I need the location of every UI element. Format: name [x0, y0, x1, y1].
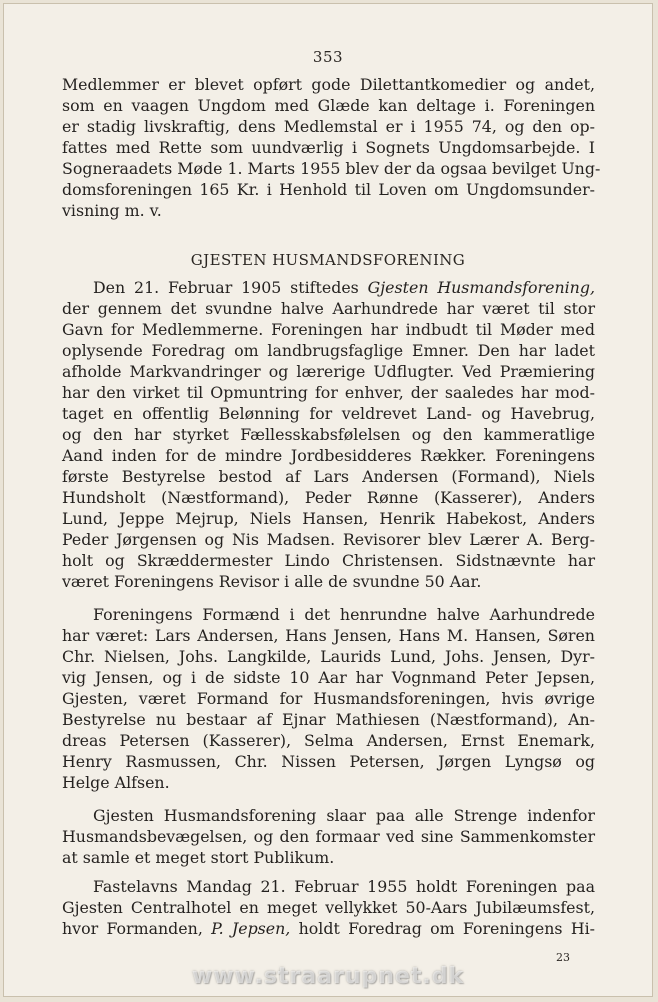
text-line: Gavn for Medlemmerne. Foreningen har indbudt til Møder med: [62, 320, 595, 339]
paragraph-first-line: [93, 277, 595, 298]
text-line: er stadig livskraftig, dens Medlemstal er i 1955 74, og den op-: [62, 117, 595, 136]
text-line: Henry Rasmussen, Chr. Nissen Petersen, Jørgen Lyngsø og: [62, 752, 595, 771]
paragraph-first-line: Gjesten Husmandsforening slaar paa alle Strenge indenfor: [93, 806, 595, 825]
book-page: [3, 3, 653, 997]
text-line: taget en offentlig Belønning for veldrevet Land- og Havebrug,: [62, 404, 595, 423]
page-number: 353: [312, 48, 344, 66]
text-line: Husmandsbevægelsen, og den formaar ved sine Sammenkomster: [62, 827, 595, 846]
text-line: har været: Lars Andersen, Hans Jensen, Hans M. Hansen, Søren: [62, 626, 595, 645]
text-line: Gjesten Centralhotel en meget vellykket 50-Aars Jubilæumsfest,: [62, 898, 595, 917]
text-run: holdt Foredrag om Foreningens Hi-: [290, 919, 595, 938]
text-line: Peder Jørgensen og Nis Madsen. Revisorer blev Lærer A. Berg-: [62, 530, 595, 549]
text-line: Lund, Jeppe Mejrup, Niels Hansen, Henrik Habekost, Anders: [62, 509, 595, 528]
text-line: vig Jensen, og i de sidste 10 Aar har Vognmand Peter Jepsen,: [62, 668, 595, 687]
text-run: hvor Formanden,: [62, 919, 212, 938]
text-line: Sogneraadets Møde 1. Marts 1955 blev der da ogsaa bevilget Ung-: [62, 159, 601, 178]
text-line: Chr. Nielsen, Johs. Langkilde, Laurids Lund, Johs. Jensen, Dyr-: [62, 647, 595, 666]
section-heading: GJESTEN HUSMANDSFORENING: [190, 251, 466, 269]
text-line: Medlemmer er blevet opført gode Dilettantkomedier og andet,: [62, 75, 595, 94]
paragraph-first-line: Foreningens Formænd i det henrundne halve Aarhundrede: [93, 605, 595, 624]
text-line: domsforeningen 165 Kr. i Henhold til Loven om Ungdomsunder-: [62, 180, 595, 199]
text-line: oplysende Foredrag om landbrugsfaglige Emner. Den har ladet: [62, 341, 595, 360]
paragraph-first-line: Fastelavns Mandag 21. Februar 1955 holdt Foreningen paa: [93, 877, 595, 896]
text-line: [62, 918, 595, 939]
italic-text: Gjesten Husmandsforening,: [367, 278, 595, 297]
text-line: holt og Skræddermester Lindo Christensen. Sidstnævnte har: [62, 551, 595, 570]
text-line: Gjesten, været Formand for Husmandsforeningen, hvis øvrige: [62, 689, 595, 708]
text-line: og den har styrket Fællesskabsfølelsen og den kammeratlige: [62, 425, 595, 444]
text-line: fattes med Rette som uundværlig i Sognets Ungdomsarbejde. I: [62, 138, 595, 157]
text-line: der gennem det svundne halve Aarhundrede har været til stor: [62, 299, 595, 318]
watermark: www.straarupnet.dk: [191, 964, 465, 989]
signature-mark: 23: [556, 951, 570, 964]
text-line: dreas Petersen (Kasserer), Selma Andersen, Ernst Enemark,: [62, 731, 595, 750]
text-line: Bestyrelse nu bestaar af Ejnar Mathiesen (Næstformand), An-: [62, 710, 595, 729]
text-line: visning m. v.: [62, 201, 162, 220]
text-line: afholde Markvandringer og lærerige Udflugter. Ved Præmiering: [62, 362, 595, 381]
text-line: har den virket til Opmuntring for enhver, der saaledes har mod-: [62, 383, 595, 402]
text-line: været Foreningens Revisor i alle de svundne 50 Aar.: [62, 572, 482, 591]
text-line: Helge Alfsen.: [62, 773, 170, 792]
italic-text: P. Jepsen,: [211, 919, 291, 938]
text-line: Hundsholt (Næstformand), Peder Rønne (Kasserer), Anders: [62, 488, 595, 507]
text-line: første Bestyrelse bestod af Lars Andersen (Formand), Niels: [62, 467, 595, 486]
text-line: Aand inden for de mindre Jordbesidderes Rækker. Foreningens: [62, 446, 595, 465]
text-line: som en vaagen Ungdom med Glæde kan deltage i. Foreningen: [62, 96, 595, 115]
text-line: at samle et meget stort Publikum.: [62, 848, 335, 867]
text-run: Den 21. Februar 1905 stiftedes: [93, 278, 368, 297]
